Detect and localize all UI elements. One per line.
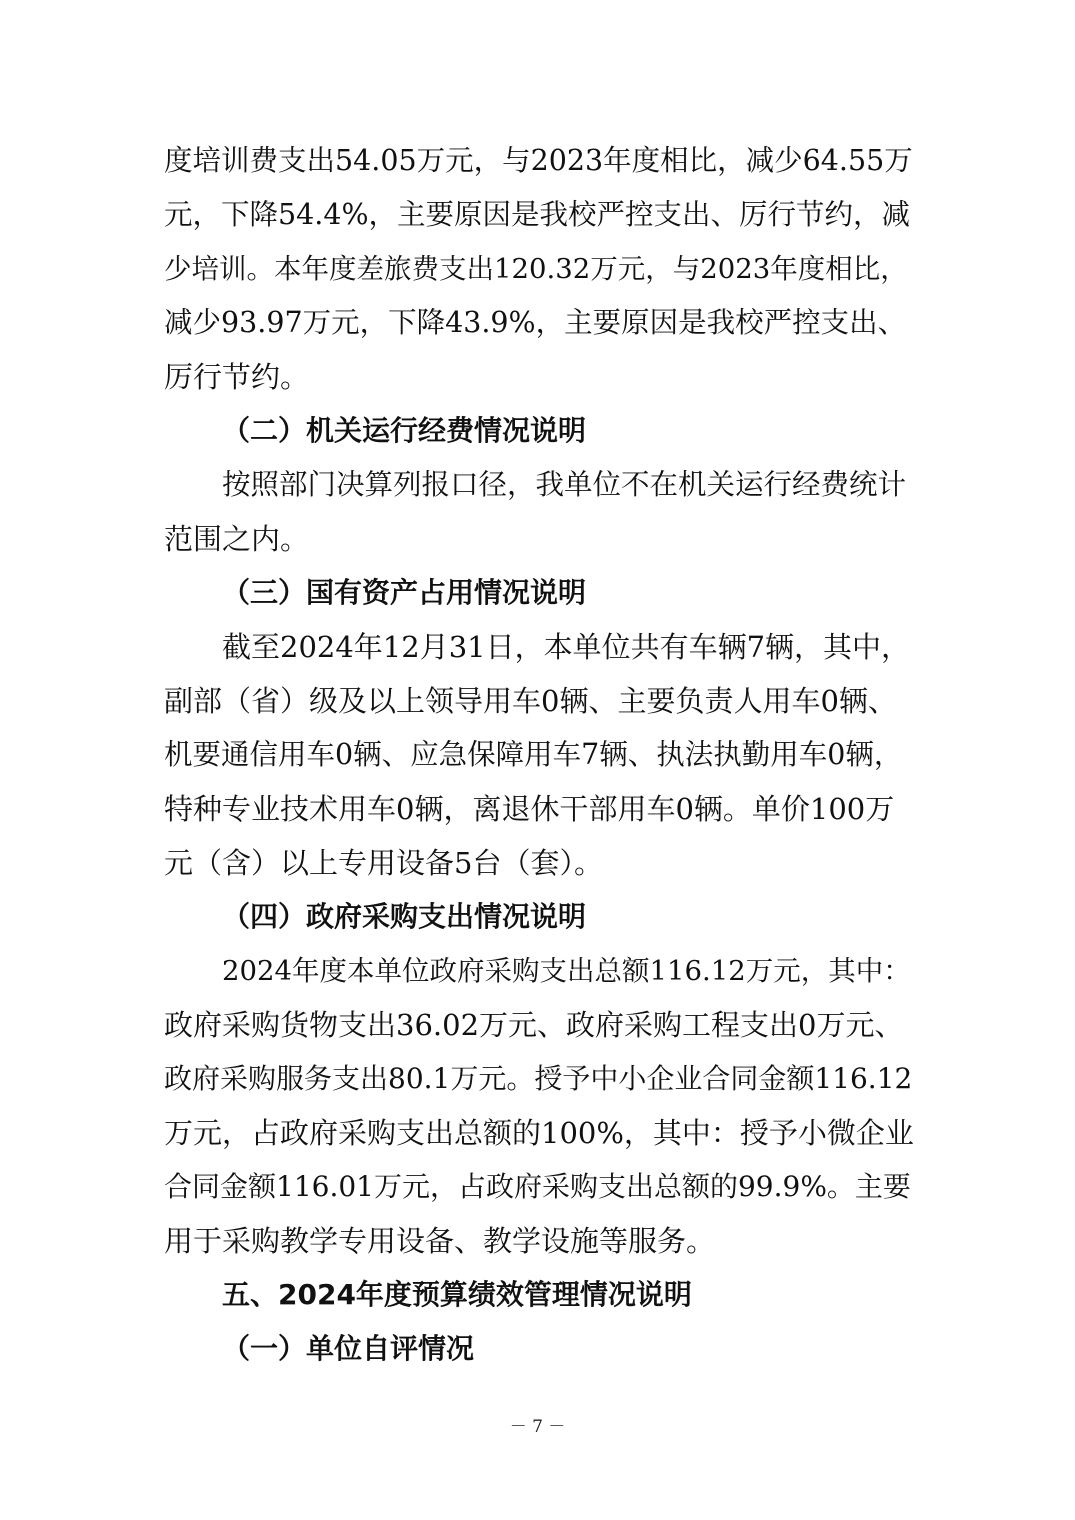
line-text: 2024年度本单位政府采购支出总额116.12万元，其中： xyxy=(222,955,911,987)
paragraph-line xyxy=(164,944,914,998)
line-text: 厉行节约。 xyxy=(164,360,310,394)
paragraph-line xyxy=(164,674,914,728)
section-heading-procurement: （四）政府采购支出情况说明 xyxy=(222,900,587,933)
line-text: 减少93.97万元，下降43.9%，主要原因是我校严控支出、 xyxy=(164,306,907,339)
line-text: 用于采购教学专用设备、教学设施等服务。 xyxy=(164,1224,716,1258)
paragraph-line xyxy=(164,1106,914,1160)
line-text: 万元，占政府采购支出总额的100%，其中：授予小微企业 xyxy=(164,1116,914,1150)
subsection-heading-self-evaluation: （一）单位自评情况 xyxy=(222,1332,475,1365)
line-text: 度培训费支出54.05万元，与2023年度相比，减少64.55万 xyxy=(164,144,913,177)
paragraph-line xyxy=(164,782,914,836)
line-text: 合同金额116.01万元，占政府采购支出总额的99.9%。主要 xyxy=(164,1170,911,1203)
paragraph-line xyxy=(164,458,914,512)
paragraph-line xyxy=(164,1052,914,1106)
line-text: 范围之内。 xyxy=(164,522,310,556)
line-text: 元（含）以上专用设备5台（套）。 xyxy=(164,846,603,880)
paragraph-line xyxy=(164,242,914,296)
section-heading-performance: 五、2024年度预算绩效管理情况说明 xyxy=(222,1278,692,1311)
paragraph-line xyxy=(164,188,914,242)
line-text: 元，下降54.4%，主要原因是我校严控支出、厉行节约，减 xyxy=(164,198,911,231)
paragraph-line xyxy=(164,836,914,890)
line-text: 副部（省）级及以上领导用车0辆、主要负责人用车0辆、 xyxy=(164,684,897,718)
page-number: － 7 － xyxy=(509,1417,566,1437)
paragraph-line xyxy=(164,512,914,566)
line-text: 少培训。本年度差旅费支出120.32万元，与2023年度相比， xyxy=(164,253,908,285)
paragraph-line xyxy=(164,350,914,404)
section-heading-admin-expenses: （二）机关运行经费情况说明 xyxy=(222,414,587,447)
paragraph-line xyxy=(164,296,914,350)
line-text: 按照部门决算列报口径，我单位不在机关运行经费统计 xyxy=(222,468,907,501)
paragraph-line xyxy=(164,1214,914,1268)
paragraph-line xyxy=(164,998,914,1052)
line-text: 机要通信用车0辆、应急保障用车7辆、执法执勤用车0辆， xyxy=(164,738,903,771)
paragraph-line xyxy=(164,1160,914,1214)
page-body xyxy=(164,134,914,1376)
paragraph-line xyxy=(164,134,914,188)
line-text: 政府采购服务支出80.1万元。授予中小企业合同金额116.12 xyxy=(164,1062,913,1095)
line-text: 政府采购货物支出36.02万元、政府采购工程支出0万元、 xyxy=(164,1008,904,1042)
paragraph-line xyxy=(164,620,914,674)
section-heading-state-assets: （三）国有资产占用情况说明 xyxy=(222,576,587,609)
line-text: 截至2024年12月31日，本单位共有车辆7辆，其中， xyxy=(222,630,911,664)
line-text: 特种专业技术用车0辆，离退休干部用车0辆。单价100万 xyxy=(164,792,895,826)
paragraph-line xyxy=(164,728,914,782)
